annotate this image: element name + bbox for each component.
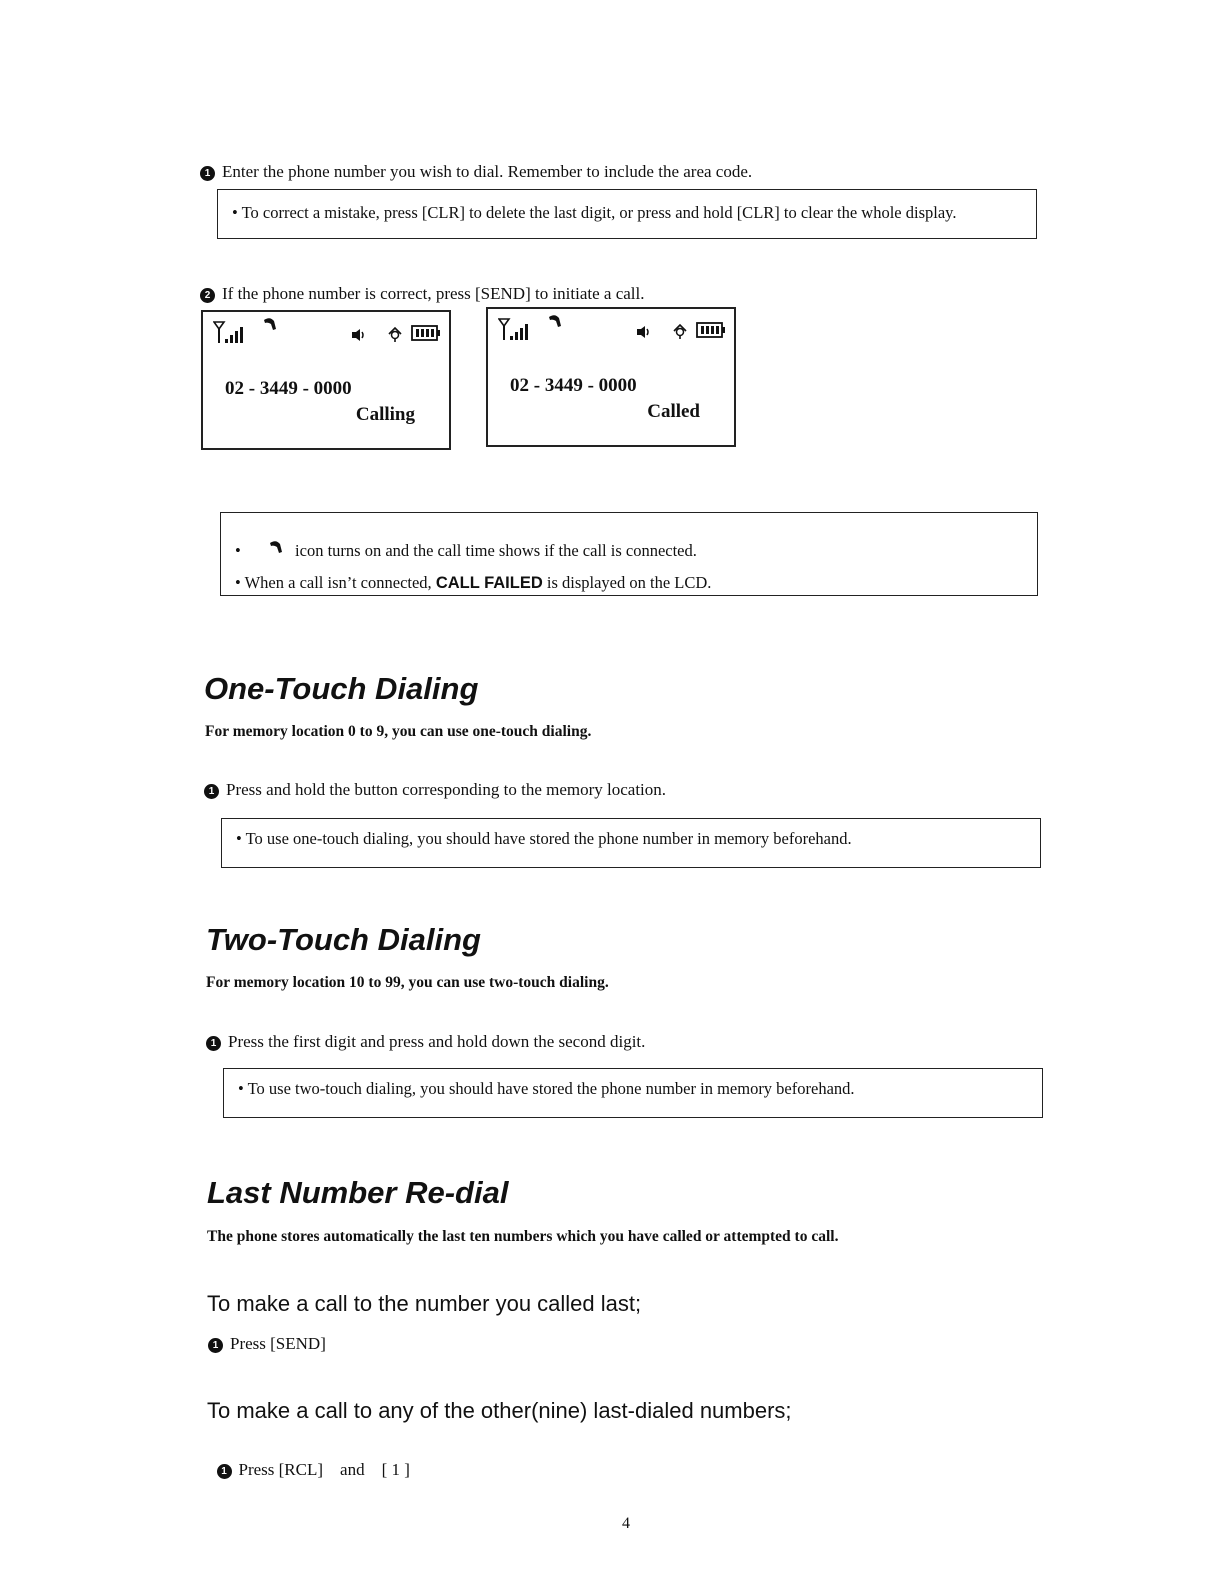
- note-call-connected: [220, 512, 1038, 596]
- battery-icon: [696, 321, 726, 339]
- lcd-phone-number: 02 - 3449 - 0000: [510, 375, 637, 396]
- call-handset-icon: [546, 313, 564, 333]
- step-press-send: [208, 1334, 326, 1354]
- section-title-one-touch: One-Touch Dialing: [204, 671, 479, 706]
- roaming-icon: [672, 323, 692, 339]
- redial-instruction-last: To make a call to the number you called last;: [207, 1291, 642, 1316]
- lcd-display-called: [486, 307, 736, 447]
- lcd-phone-number: 02 - 3449 - 0000: [225, 378, 352, 399]
- section-subtitle: For memory location 0 to 9, you can use one-touch dialing.: [205, 723, 592, 740]
- step-press-rcl: [208, 1440, 410, 1480]
- step-text: Press the first digit and press and hold down the second digit.: [228, 1032, 646, 1051]
- call-failed-label: CALL FAILED: [435, 574, 543, 592]
- section-title-redial: Last Number Re-dial: [207, 1175, 509, 1210]
- step-number-badge: 2: [200, 288, 215, 303]
- step-text: Press [SEND]: [230, 1334, 326, 1353]
- step-number-badge: 1: [208, 1338, 223, 1353]
- battery-icon: [411, 324, 441, 342]
- step-text: If the phone number is correct, press [SEND] to initiate a call.: [222, 284, 645, 303]
- note-text: is displayed on the LCD.: [546, 573, 712, 592]
- note-correct-mistake: [217, 189, 1037, 239]
- signal-strength-icon: [498, 317, 538, 341]
- note-two-touch: [223, 1068, 1043, 1118]
- signal-strength-icon: [213, 320, 253, 344]
- step-text: Press [RCL] and [ 1 ]: [238, 1460, 410, 1479]
- note-line-icon-on: [235, 539, 697, 561]
- section-subtitle: The phone stores automatically the last ten numbers which you have called or attempted to call.: [207, 1228, 839, 1245]
- lcd-call-status: Calling: [355, 404, 415, 425]
- section-title-two-touch: Two-Touch Dialing: [206, 922, 481, 957]
- step-text: Press and hold the button corresponding to the memory location.: [226, 780, 667, 799]
- speaker-icon: [636, 325, 652, 339]
- page-number: 4: [622, 1515, 630, 1532]
- call-handset-icon: [267, 539, 285, 559]
- note-text: • To use one-touch dialing, you should have stored the phone number in memory beforehand.: [236, 829, 852, 848]
- step-press-send: [200, 284, 645, 304]
- section-subtitle: For memory location 10 to 99, you can use two-touch dialing.: [206, 974, 609, 991]
- roaming-icon: [387, 326, 407, 342]
- note-one-touch: [221, 818, 1041, 868]
- step-press-hold: [204, 780, 666, 800]
- step-two-digits: [206, 1032, 645, 1052]
- redial-instruction-other: To make a call to any of the other(nine) last-dialed numbers;: [207, 1398, 792, 1423]
- bullet: •: [235, 541, 241, 560]
- step-number-badge: 1: [200, 166, 215, 181]
- lcd-call-status: Called: [647, 401, 700, 422]
- step-number-badge: 1: [206, 1036, 221, 1051]
- step-number-badge: 1: [217, 1464, 232, 1479]
- note-line-call-failed: [235, 573, 711, 593]
- note-text: • To correct a mistake, press [CLR] to delete the last digit, or press and hold [CLR] to clear the whole display.: [232, 203, 957, 222]
- lcd-display-calling: [201, 310, 451, 450]
- note-text: • To use two-touch dialing, you should have stored the phone number in memory beforehand.: [238, 1079, 855, 1098]
- note-text: • When a call isn’t connected,: [235, 573, 432, 592]
- step-number-badge: 1: [204, 784, 219, 799]
- speaker-icon: [351, 328, 367, 342]
- step-text: Enter the phone number you wish to dial. Remember to include the area code.: [222, 162, 753, 181]
- note-text: icon turns on and the call time shows if the call is connected.: [295, 541, 697, 560]
- call-handset-icon: [261, 316, 279, 336]
- step-enter-number: [200, 162, 752, 182]
